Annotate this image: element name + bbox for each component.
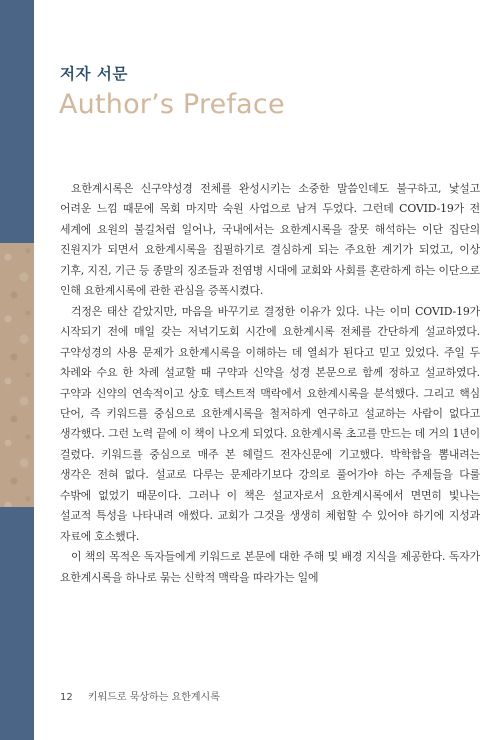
running-title: 키워드로 묵상하는 요한계시록: [87, 692, 220, 703]
spine-pattern-band: [0, 243, 34, 507]
body-text: [60, 179, 480, 588]
page-title: Author’s Preface: [59, 89, 285, 120]
section-label: 저자 서문: [60, 65, 128, 83]
page-number: 12: [60, 692, 73, 703]
paragraph: 요한계시록은 신구약성경 전체를 완성시키는 소중한 말씀인데도 불구하고, 낯설고 어려운 느낌 때문에 목회 마지막 숙원 사업으로 남겨 두었다. 그런데 COVID-19가 전 세계에 요원의 불길처럼 일어나, 국내에서는 요한계시록을 잘못 해석하는 이단 집단의 진원지가 되면서 요한계시록을 집필하기로 결심하게 되는 주요한 계기가 되었고, 이상 기후, 지진, 기근 등 종말의 징조들과 전염병 시대에 교회와 사회를 혼란하게 하는 이단으로 인해 요한계시록에 관한 관심을 증폭시켰다.: [60, 182, 480, 298]
page-footer: [60, 688, 220, 703]
page: [34, 0, 500, 740]
paragraph: 이 책의 목적은 독자들에게 키워드로 본문에 대한 주해 및 배경 지식을 제공한다. 독자가 요한계시록을 하나로 묶는 신학적 맥락을 따라가는 일에: [60, 550, 480, 584]
paragraph: 걱정은 태산 같았지만, 마음을 바꾸기로 결정한 이유가 있다. 나는 이미 COVID-19가 시작되기 전에 매일 갖는 저녁기도회 시간에 요한계시록 전체를 간단하게 설교하였다. 구약성경의 사용 문제가 요한계시록을 이해하는 데 열쇠가 된다고 믿고 있었다. 주일 두 차례와 수요 한 차례 설교할 때 구약과 신약을 성경 본문으로 함께 정하고 설교하였다. 구약과 신약의 연속적이고 상호 텍스트적 맥락에서 요한계시록을 분석했다. 그리고 핵심 단어, 즉 키워드를 중심으로 요한계시록을 철저하게 연구하고 설교하는 사람이 없다고 생각했다. 그런 노력 끝에 이 책이 나오게 되었다. 요한계시록 초고를 만드는 데 거의 1년이 걸렸다. 키워드를 중심으로 매주 본 헤럴드 전자신문에 기고했다. 박학함을 뽐내려는 생각은 전혀 없다. 설교로 다루는 문제라기보다 강의로 풀어가야 하는 주제들을 다룰 수밖에 없었기 때문이다. 그러나 이 책은 설교자로서 요한계시록에서 면면히 빛나는 설교적 특성을 나타내려 애썼다. 교회가 그것을 생생히 체험할 수 있어야 하기에 지성과 자료에 호소했다.: [60, 304, 480, 543]
